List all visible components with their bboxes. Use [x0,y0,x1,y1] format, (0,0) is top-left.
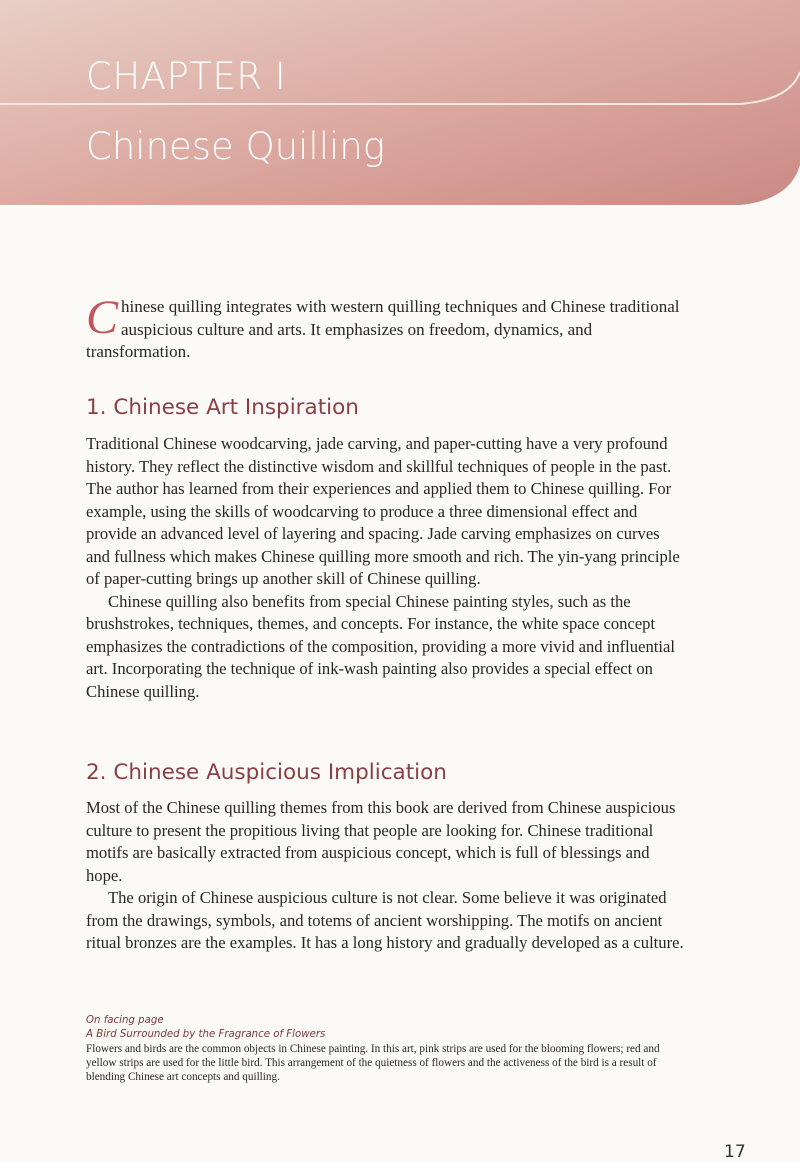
section-body-auspicious-implication [86,797,686,955]
drop-cap: C [86,291,119,344]
section-heading-art-inspiration: 1. Chinese Art Inspiration [86,395,359,420]
chapter-banner [0,0,800,215]
body-paragraph: Most of the Chinese quilling themes from this book are derived from Chinese auspicious culture to present the propitious living that people are looking for. Chinese traditional motifs are basically extracted from auspicious concept, which is full of blessings and hope. [86,798,676,885]
caption-label: On facing page [86,1015,164,1026]
section-body-art-inspiration [86,433,686,703]
section-heading-auspicious-implication: 2. Chinese Auspicious Implication [86,760,447,785]
body-paragraph: Traditional Chinese woodcarving, jade carving, and paper-cutting have a very profound history. They reflect the distinctive wisdom and skillful techniques of people in the past. The author has learned from their experiences and applied them to Chinese quilling. For example, using the skills of woodcarving to produce a three dimensional effect and provide an advanced level of layering and spacing. Jade carving emphasizes on curves and fullness which makes Chinese quilling more smooth and rich. The yin-yang principle of paper-cutting brings up another skill of Chinese quilling. [86,434,680,588]
intro-text: hinese quilling integrates with western quilling techniques and Chinese traditional auspicious culture and arts. It emphasizes on freedom, dynamics, and transformation. [86,297,680,361]
body-paragraph: Chinese quilling also benefits from special Chinese painting styles, such as the brushstrokes, techniques, themes, and concepts. For instance, the white space concept emphasizes the contradictions of the composition, providing a more vivid and influential art. Incorporating the technique of ink-wash painting also provides a special effect on Chinese quilling. [86,591,675,701]
caption-text: Flowers and birds are the common objects in Chinese painting. In this art, pink strips are used for the blooming flowers; red and yellow strips are used for the little bird. This arrangement of the quietness of flowers and the activeness of the bird is a result of blending Chinese art concepts and quilling. [86,1043,660,1083]
caption-title: A Bird Surrounded by the Fragrance of Flowers [86,1029,326,1040]
body-paragraph: The origin of Chinese auspicious culture is not clear. Some believe it was originated from the drawings, symbols, and totems of ancient worshipping. The motifs on ancient ritual bronzes are the examples. It has a long history and gradually developed as a culture. [86,888,684,952]
figure-caption [86,1014,686,1084]
chapter-label: CHAPTER I [86,55,287,98]
page-number: 17 [724,1142,746,1162]
chapter-title: Chinese Quilling [86,125,385,168]
intro-paragraph [86,291,686,364]
